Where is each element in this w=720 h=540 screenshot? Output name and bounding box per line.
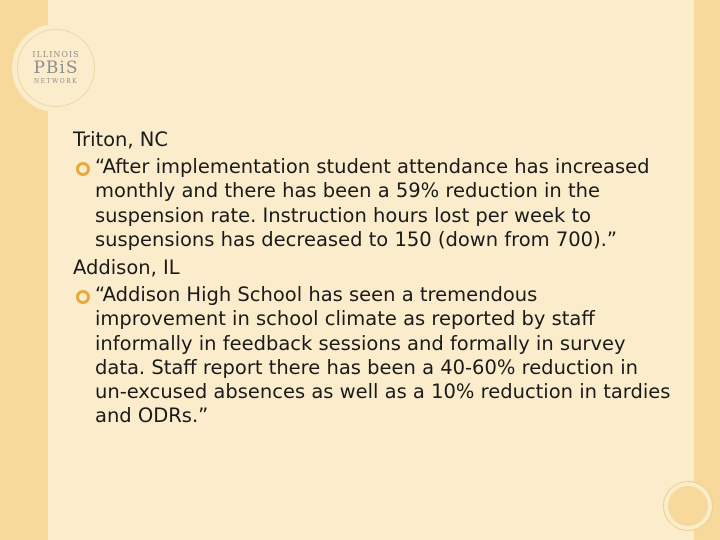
bullet-ring-icon — [76, 290, 90, 304]
decorative-corner-circle — [668, 486, 708, 526]
logo-badge — [17, 29, 95, 107]
slide-content — [73, 128, 673, 432]
illinois-pbis-logo — [12, 24, 100, 112]
logo-top-text: ILLINOIS — [32, 50, 80, 59]
logo-bottom-text: NETWORK — [33, 78, 79, 85]
quote-text-addison: “Addison High School has seen a tremendous improvement in school climate as reported by staff informally in feedback sessions and formally in survey data. Staff report there has been a 40-60% reduction in un-excused absences as well as a 10% reduction in tardies and ODRs.” — [95, 283, 671, 428]
section-heading-addison: Addison, IL — [73, 256, 180, 280]
bullet-ring-icon — [76, 162, 90, 176]
quote-text-triton: “After implementation student attendance has increased monthly and there has been a 59% reduction in the suspension rate. Instruction hours lost per week to suspensions has decreased to 150 (down from 700).” — [95, 155, 650, 251]
quote-bullet-addison — [73, 283, 673, 428]
section-heading-triton: Triton, NC — [73, 128, 169, 151]
logo-main-text: PBiS — [33, 58, 79, 78]
quote-bullet-triton — [73, 155, 673, 252]
right-accent-bar — [694, 0, 720, 540]
